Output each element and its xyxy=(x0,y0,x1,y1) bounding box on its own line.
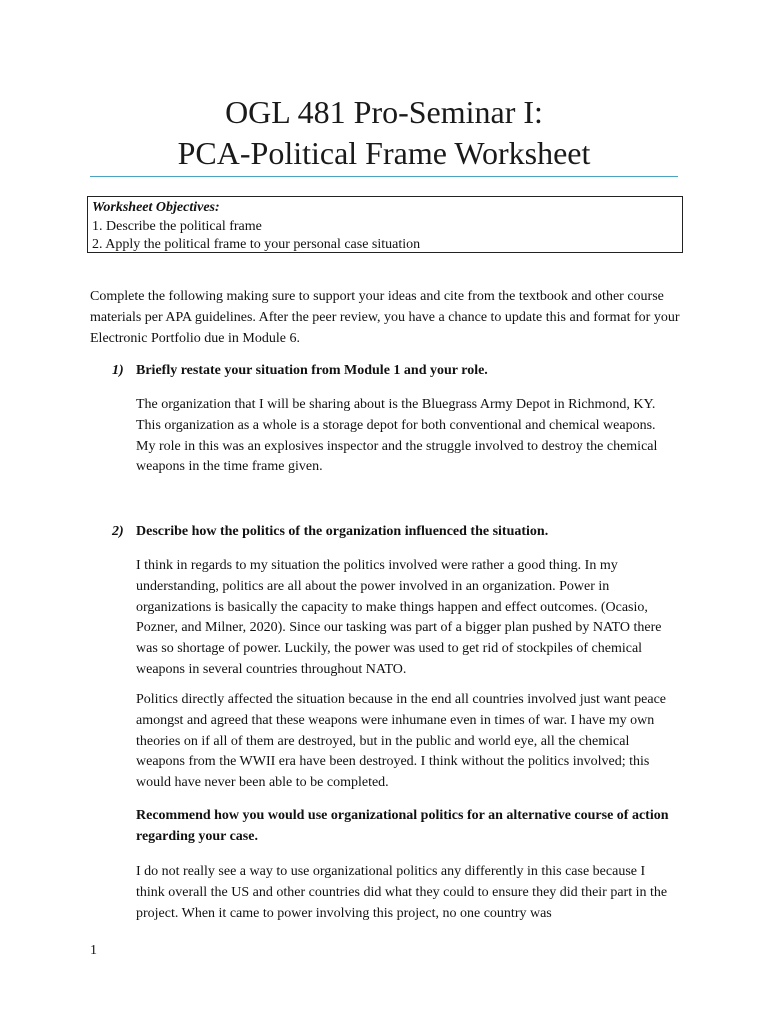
page-number: 1 xyxy=(90,943,97,958)
question-1-answer: The organization that I will be sharing about is the Bluegrass Army Depot in Richmond, KY. This organization as a whole is a storage depot for both conventional and chemical weapons. My role in this was an explosives inspector and the struggle involved to destroy the chemical weapons in the time frame given. xyxy=(136,397,658,475)
objectives-heading: Worksheet Objectives: xyxy=(92,200,220,215)
document-title-line-1: OGL 481 Pro-Seminar I: xyxy=(225,94,543,130)
instructions-paragraph: Complete the following making sure to support your ideas and cite from the textbook and other course materials per APA guidelines. After the peer review, you have a chance to update this and format for your Electronic Portfolio due in Module 6. xyxy=(90,289,680,346)
objective-item: 2. Apply the political frame to your personal case situation xyxy=(92,237,421,252)
question-2-sub-question: Recommend how you would use organizational politics for an alternative course of action regarding your case. xyxy=(136,808,669,844)
question-1-number: 1) xyxy=(112,363,124,378)
worksheet-objectives-box xyxy=(87,196,683,253)
question-2-number: 2) xyxy=(112,524,124,539)
question-1-text: Briefly restate your situation from Module 1 and your role. xyxy=(136,363,488,378)
document-title-line-2: PCA-Political Frame Worksheet xyxy=(177,135,591,171)
question-2-answer-paragraph-3: I do not really see a way to use organizational politics any differently in this case because I think overall the US and other countries did what they could to ensure they did their part in the project. When it came to power involving this project, no one country was xyxy=(136,864,668,921)
title-divider xyxy=(90,176,678,177)
question-2-text: Describe how the politics of the organization influenced the situation. xyxy=(136,524,549,539)
objective-item: 1. Describe the political frame xyxy=(92,218,262,234)
question-2-answer-paragraph-2: Politics directly affected the situation because in the end all countries involved just want peace amongst and agreed that these weapons were inhumane even in times of war. I have my own theories on if all of them are destroyed, but in the public and world eye, all the chemical weapons from the WWII era have been destroyed. I think without the politics involved; this would have never been able to be completed. xyxy=(136,692,667,791)
question-2-answer-paragraph-1: I think in regards to my situation the politics involved were rather a good thing. In my understanding, politics are all about the power involved in an organization. Power in organizations is basically the capacity to make things happen and effect outcomes. (Ocasio, Pozner, and Milner, 2020). Since our tasking was part of a bigger plan pushed by NATO there was so shortage of power. Luckily, the power was used to get rid of stockpiles of chemical weapons in several countries throughout NATO. xyxy=(136,558,662,677)
